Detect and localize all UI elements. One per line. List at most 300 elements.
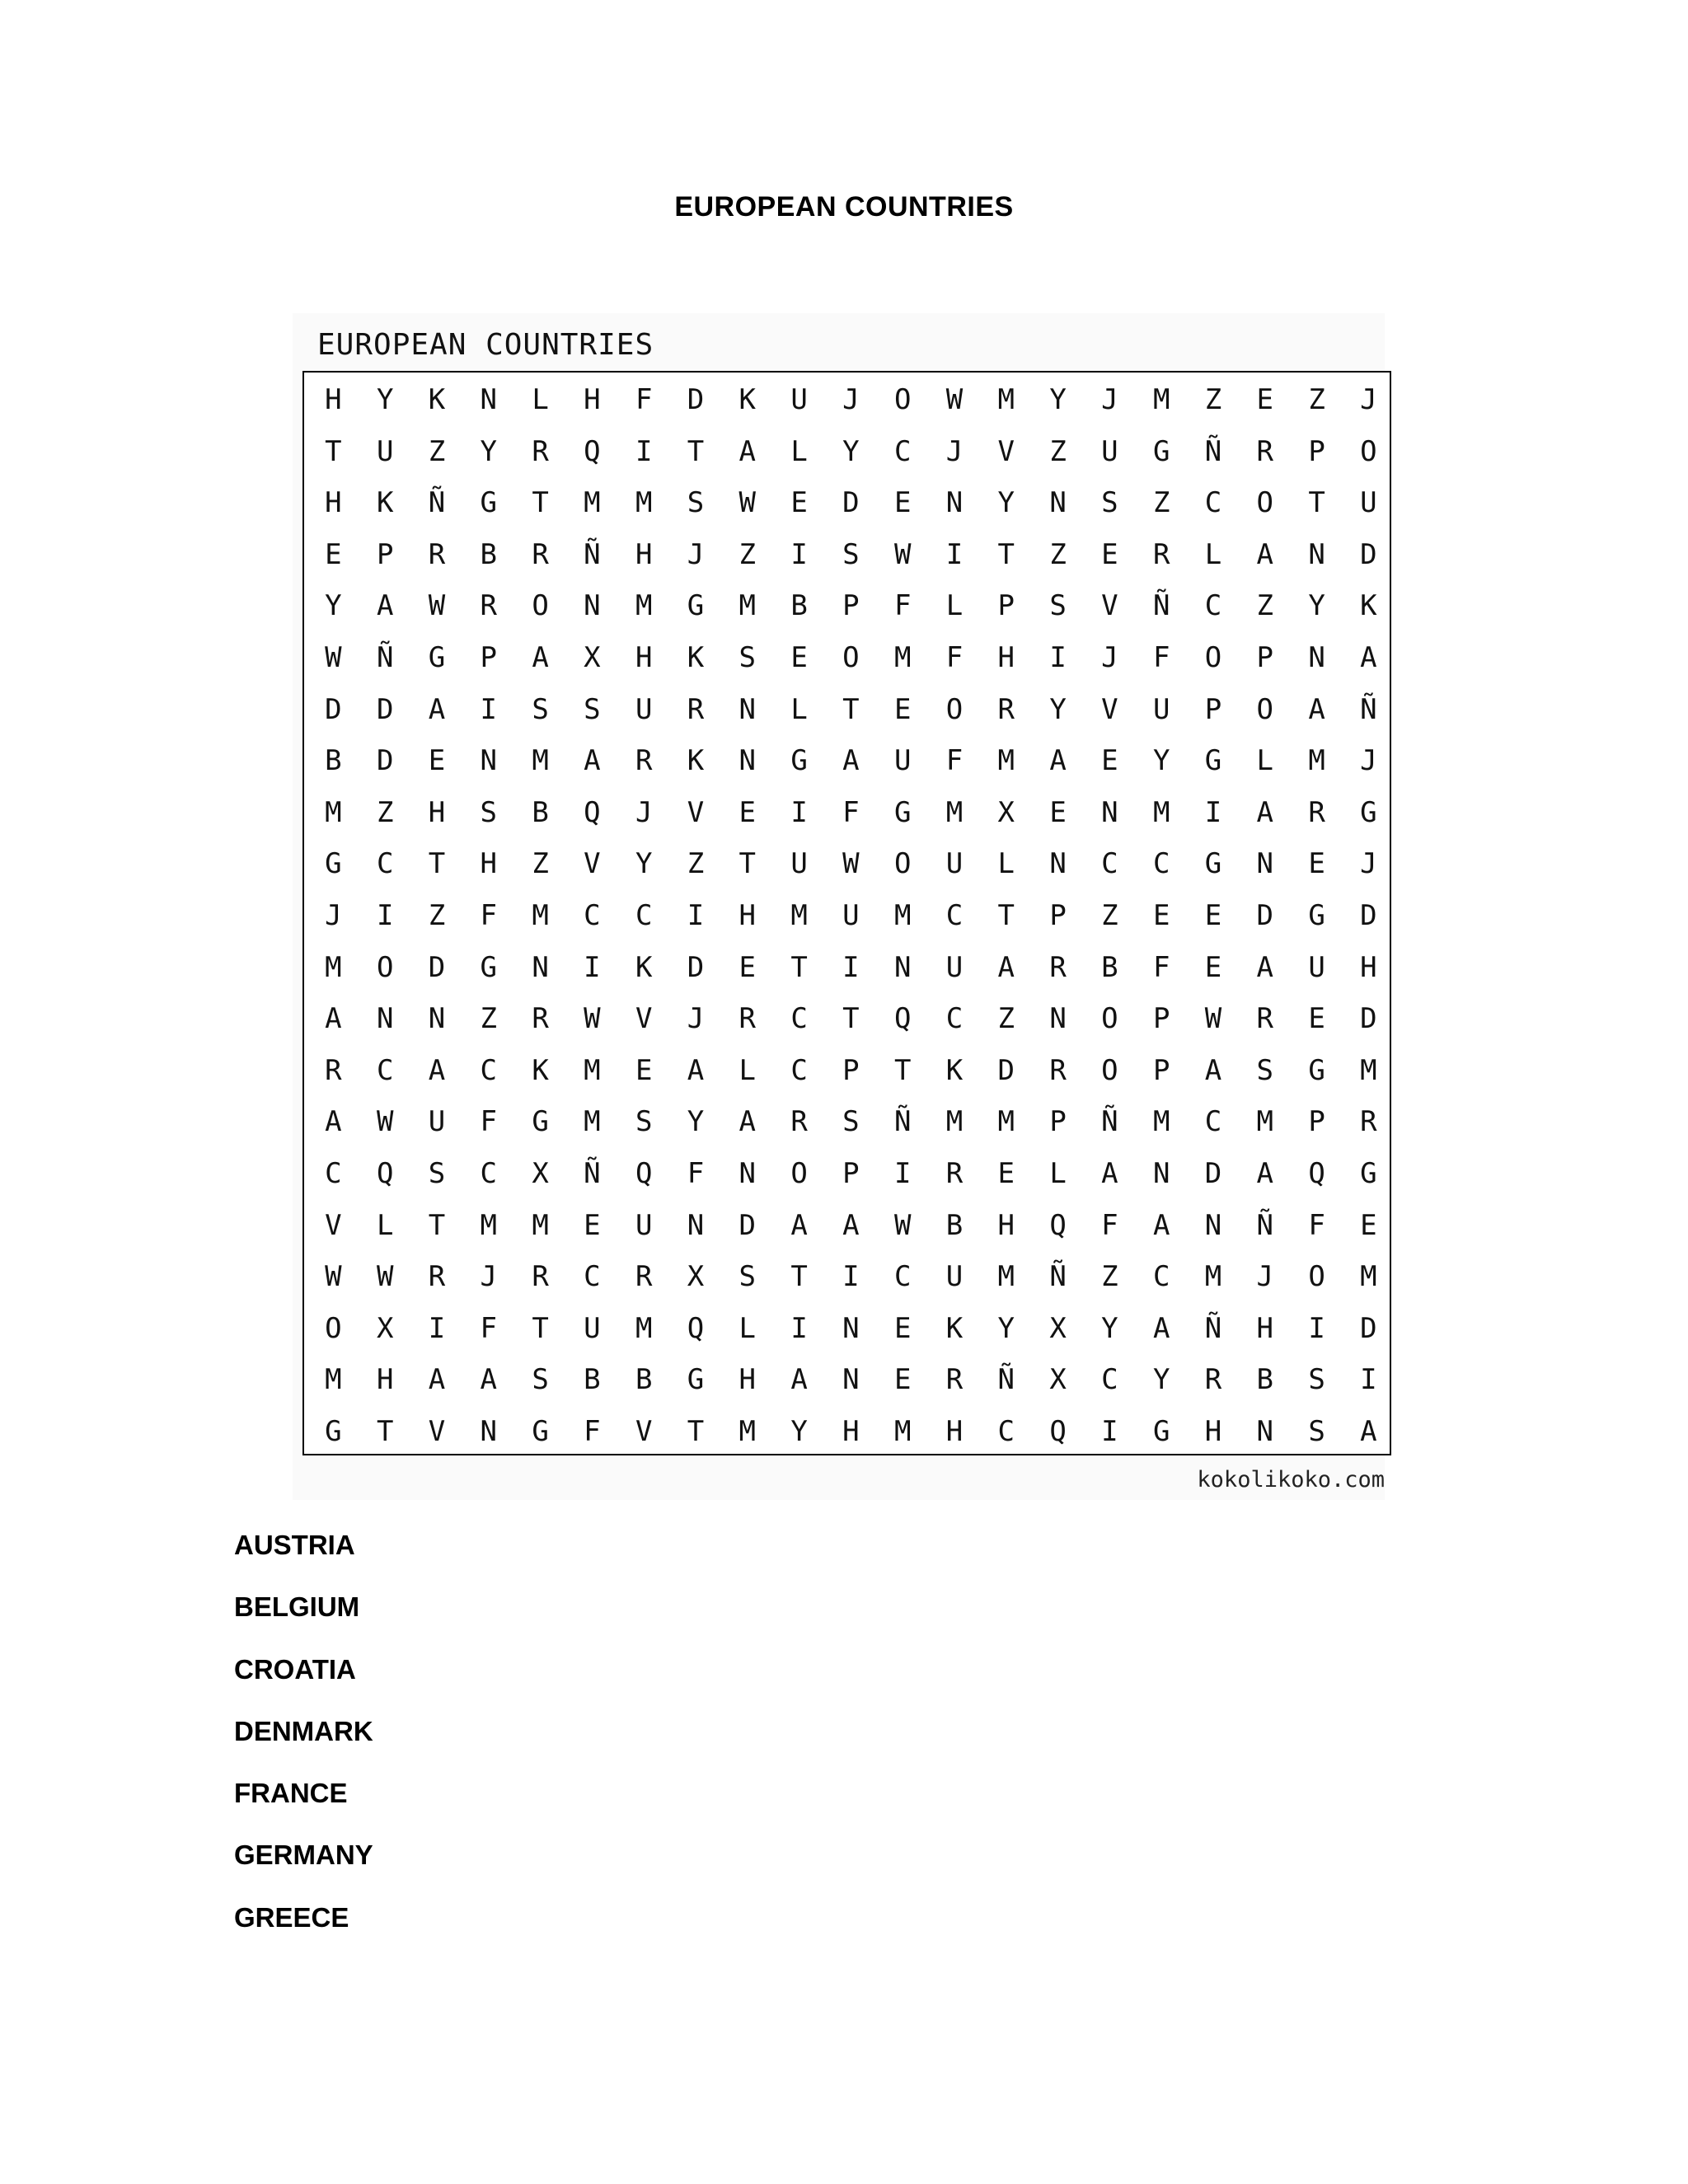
word-list [234,1529,373,1963]
grid-cell: B [635,1363,653,1397]
grid-cell: M [997,1105,1015,1139]
grid-row [304,1200,1390,1252]
grid-cell: A [428,1363,446,1397]
grid-cell: S [1308,1363,1325,1397]
grid-cell: N [1101,795,1118,829]
grid-cell: T [842,692,860,726]
grid-cell: W [893,1208,912,1242]
grid-cell: T [687,1415,705,1448]
grid-cell: N [1049,1002,1067,1036]
word-search-puzzle [293,313,1385,1500]
grid-cell: T [428,847,446,881]
grid-cell: P [1049,1105,1067,1139]
grid-cell: H [1360,950,1377,984]
grid-cell: T [376,1415,394,1448]
grid-cell: E [1152,899,1170,932]
grid-cell: F [1101,1208,1118,1242]
grid-cell: M [738,1415,757,1448]
grid-cell: L [790,692,808,726]
grid-cell: H [480,847,498,881]
grid-cell: O [1360,434,1377,468]
grid-cell: V [635,1415,653,1448]
grid-row [304,580,1390,632]
grid-cell: V [687,795,705,829]
grid-cell: U [945,950,964,984]
grid-cell: R [532,1260,549,1294]
grid-cell: R [635,744,653,778]
grid-cell: W [376,1105,394,1139]
grid-cell: I [480,692,498,726]
grid-cell: M [635,589,653,623]
grid-cell: C [1152,1260,1170,1294]
grid-cell: T [428,1208,446,1242]
grid-cell: C [997,1415,1015,1448]
grid-row [304,1096,1390,1148]
grid-cell: I [687,899,705,932]
grid-cell: P [376,537,394,571]
grid-cell: D [376,744,394,778]
grid-cell: M [738,589,757,623]
grid-cell: J [945,434,964,468]
grid-cell: I [635,434,653,468]
grid-cell: H [325,383,342,416]
grid-cell: Y [997,1311,1015,1345]
grid-cell: O [1256,692,1274,726]
grid-cell: U [945,1260,964,1294]
grid-cell: Q [1049,1208,1067,1242]
grid-cell: M [325,950,342,984]
grid-cell: U [584,1311,601,1345]
grid-cell: A [325,1105,342,1139]
grid-cell: Z [428,899,446,932]
grid-cell: R [1049,1053,1067,1087]
grid-cell: C [376,847,394,881]
grid-cell: A [687,1053,705,1087]
grid-cell: Y [376,383,394,416]
grid-cell: R [635,1260,653,1294]
grid-cell: J [1101,641,1118,674]
grid-cell: O [790,1157,808,1190]
grid-cell: Q [635,1157,653,1190]
grid-cell: J [687,1002,705,1036]
grid-cell: Y [480,434,498,468]
grid-cell: M [997,1260,1015,1294]
grid-cell: L [790,434,808,468]
grid-cell: A [790,1363,808,1397]
grid-cell: O [1101,1002,1118,1036]
grid-cell: N [480,383,498,416]
grid-cell: C [790,1053,808,1087]
grid-cell: F [1152,950,1170,984]
grid-cell: O [1204,641,1222,674]
grid-cell: S [584,692,601,726]
grid-cell: Y [1049,692,1067,726]
grid-cell: Z [1049,537,1067,571]
grid-cell: E [1049,795,1067,829]
grid-cell: R [532,434,549,468]
grid-cell: H [1256,1311,1274,1345]
grid-cell: M [532,1208,549,1242]
grid-cell: X [687,1260,705,1294]
grid-cell: R [945,1157,964,1190]
grid-cell: F [480,1311,498,1345]
grid-cell: P [997,589,1015,623]
grid-cell: M [635,486,653,520]
grid-cell: Ñ [376,641,394,674]
puzzle-heading: EUROPEAN COUNTRIES [317,328,654,362]
grid-cell: P [1256,641,1274,674]
grid-cell: G [1308,1053,1325,1087]
grid-row [304,838,1390,890]
grid-cell: G [1360,795,1377,829]
grid-cell: D [428,950,446,984]
grid-cell: L [376,1208,394,1242]
grid-cell: G [325,1415,342,1448]
grid-cell: Y [1152,744,1170,778]
grid-cell: Y [325,589,342,623]
grid-cell: B [532,795,549,829]
grid-cell: T [893,1053,912,1087]
grid-cell: A [532,641,549,674]
grid-cell: O [532,589,549,623]
grid-row [304,1251,1390,1303]
grid-cell: Z [480,1002,498,1036]
grid-cell: E [325,537,342,571]
grid-cell: T [790,950,808,984]
word-list-item: AUSTRIA [234,1530,355,1560]
grid-cell: N [532,950,549,984]
grid-cell: A [842,1208,860,1242]
grid-cell: D [1360,537,1377,571]
site-credit: kokolikoko.com [1197,1467,1385,1493]
grid-cell: K [945,1311,964,1345]
word-list-item: DENMARK [234,1715,373,1746]
grid-cell: O [1101,1053,1118,1087]
grid-cell: N [842,1311,860,1345]
grid-cell: T [687,434,705,468]
grid-cell: N [1308,537,1325,571]
grid-cell: Y [1152,1363,1170,1397]
grid-cell: N [687,1208,705,1242]
grid-cell: R [532,1002,549,1036]
grid-cell: I [790,795,808,829]
grid-cell: H [945,1415,964,1448]
grid-cell: Y [1308,589,1325,623]
grid-cell: G [325,847,342,881]
grid-cell: C [480,1157,498,1190]
grid-cell: Z [1256,589,1274,623]
grid-cell: Q [1308,1157,1325,1190]
grid-cell: O [1256,486,1274,520]
grid-cell: M [532,744,549,778]
grid-cell: M [1152,1105,1170,1139]
grid-cell: P [842,589,860,623]
grid-cell: O [893,847,912,881]
grid-cell: I [1308,1311,1325,1345]
grid-cell: S [842,537,860,571]
grid-cell: N [1256,1415,1274,1448]
grid-cell: Y [1049,383,1067,416]
grid-cell: O [1308,1260,1325,1294]
grid-row [304,993,1390,1045]
grid-cell: X [532,1157,549,1190]
grid-cell: I [1049,641,1067,674]
grid-cell: N [1256,847,1274,881]
grid-cell: S [738,1260,757,1294]
grid-cell: A [1360,641,1377,674]
grid-cell: H [428,795,446,829]
grid-cell: D [1360,1311,1377,1345]
grid-cell: S [635,1105,653,1139]
grid-cell: T [738,847,757,881]
grid-cell: U [635,1208,653,1242]
grid-cell: T [997,899,1015,932]
grid-cell: E [1308,847,1325,881]
grid-cell: C [325,1157,342,1190]
grid-cell: C [945,899,964,932]
grid-cell: W [1204,1002,1222,1036]
grid-cell: H [325,486,342,520]
grid-cell: N [738,1157,757,1190]
grid-cell: E [1101,537,1118,571]
grid-cell: H [997,641,1015,674]
grid-cell: M [584,1053,601,1087]
grid-cell: S [687,486,705,520]
grid-cell: I [376,899,394,932]
grid-cell: T [790,1260,808,1294]
grid-row [304,735,1390,787]
grid-cell: N [738,744,757,778]
grid-cell: Z [1049,434,1067,468]
grid-cell: C [893,1260,912,1294]
grid-cell: H [997,1208,1015,1242]
grid-cell: N [1308,641,1325,674]
grid-cell: E [893,1311,912,1345]
grid-cell: N [1204,1208,1222,1242]
grid-cell: Q [687,1311,705,1345]
grid-cell: K [635,950,653,984]
word-list-item: CROATIA [234,1653,356,1685]
grid-cell: Y [687,1105,705,1139]
grid-cell: U [1152,692,1170,726]
grid-cell: H [738,1363,757,1397]
grid-cell: F [480,1105,498,1139]
grid-cell: N [945,486,964,520]
grid-cell: M [945,795,964,829]
grid-cell: A [738,1105,757,1139]
grid-cell: U [842,899,860,932]
grid-cell: H [376,1363,394,1397]
grid-cell: K [1360,589,1377,623]
grid-cell: C [635,899,653,932]
grid-cell: A [1256,1157,1274,1190]
grid-cell: A [428,1053,446,1087]
grid-cell: R [1152,537,1170,571]
grid-cell: B [480,537,498,571]
grid-cell: E [428,744,446,778]
grid-cell: A [376,589,394,623]
grid-cell: Z [1308,383,1325,416]
grid-cell: S [1049,589,1067,623]
grid-cell: C [376,1053,394,1087]
grid-cell: R [1256,434,1274,468]
grid-cell: Y [1101,1311,1118,1345]
grid-cell: R [1256,1002,1274,1036]
grid-cell: H [635,641,653,674]
grid-cell: Ñ [1101,1105,1118,1139]
grid-cell: E [584,1208,601,1242]
grid-cell: A [738,434,757,468]
grid-cell: Q [376,1157,394,1190]
grid-cell: U [790,383,808,416]
grid-cell: K [532,1053,549,1087]
grid-cell: M [584,1105,601,1139]
grid-cell: J [1256,1260,1274,1294]
grid-cell: V [1101,589,1118,623]
grid-cell: D [376,692,394,726]
grid-cell: R [532,537,549,571]
grid-cell: Ñ [1204,434,1222,468]
grid-cell: R [738,1002,757,1036]
grid-cell: S [532,1363,549,1397]
grid-cell: U [635,692,653,726]
grid-cell: F [584,1415,601,1448]
grid-cell: R [1204,1363,1222,1397]
grid-cell: I [1360,1363,1377,1397]
grid-cell: S [480,795,498,829]
grid-cell: G [532,1415,549,1448]
grid-cell: S [1308,1415,1325,1448]
grid-cell: A [1256,795,1274,829]
grid-cell: Q [1049,1415,1067,1448]
grid-cell: T [325,434,342,468]
grid-cell: M [325,795,342,829]
grid-cell: E [790,486,808,520]
grid-row [304,1148,1390,1200]
grid-cell: A [480,1363,498,1397]
grid-cell: P [842,1157,860,1190]
grid-cell: N [480,744,498,778]
grid-cell: L [1204,537,1222,571]
grid-cell: Ñ [584,537,601,571]
grid-cell: A [1101,1157,1118,1190]
grid-cell: Z [1101,899,1118,932]
grid-cell: C [1101,1363,1118,1397]
grid-cell: P [842,1053,860,1087]
grid-cell: A [1308,692,1325,726]
grid-cell: W [842,847,860,881]
grid-cell: F [945,641,964,674]
grid-row [304,632,1390,684]
grid-cell: Ñ [1152,589,1170,623]
grid-cell: N [842,1363,860,1397]
grid-cell: V [997,434,1015,468]
grid-cell: W [584,1002,601,1036]
grid-cell: Ñ [584,1157,601,1190]
grid-cell: D [1256,899,1274,932]
grid-cell: D [1204,1157,1222,1190]
grid-cell: D [1360,1002,1377,1036]
grid-cell: W [893,537,912,571]
grid-cell: C [1101,847,1118,881]
grid-cell: M [893,1415,912,1448]
grid-cell: M [893,641,912,674]
grid-cell: A [1204,1053,1222,1087]
grid-cell: M [1360,1260,1377,1294]
grid-cell: G [687,1363,705,1397]
grid-cell: Q [584,795,601,829]
word-list-item: GREECE [234,1901,349,1933]
grid-cell: B [325,744,342,778]
grid-cell: T [842,1002,860,1036]
grid-cell: Ñ [1256,1208,1274,1242]
grid-cell: Ñ [1049,1260,1067,1294]
grid-cell: E [893,486,912,520]
grid-cell: X [1049,1363,1067,1397]
grid-cell: G [1204,744,1222,778]
grid-cell: H [1204,1415,1222,1448]
grid-cell: J [480,1260,498,1294]
grid-cell: U [428,1105,446,1139]
grid-cell: N [428,1002,446,1036]
word-list-item: BELGIUM [234,1591,360,1623]
grid-cell: F [687,1157,705,1190]
grid-cell: G [893,795,912,829]
grid-cell: A [1152,1311,1170,1345]
grid-cell: D [325,692,342,726]
grid-cell: I [584,950,601,984]
grid-cell: J [1360,744,1377,778]
grid-cell: M [480,1208,498,1242]
grid-cell: Q [893,1002,912,1036]
grid-cell: A [997,950,1015,984]
grid-cell: K [376,486,394,520]
grid-cell: J [687,537,705,571]
grid-cell: M [1308,744,1325,778]
grid-cell: E [1101,744,1118,778]
grid-cell: C [1204,589,1222,623]
grid-cell: P [1308,434,1325,468]
grid-cell: G [1152,434,1170,468]
grid-cell: R [687,692,705,726]
grid-cell: L [1256,744,1274,778]
grid-cell: S [428,1157,446,1190]
grid-cell: T [532,486,549,520]
grid-cell: M [945,1105,964,1139]
grid-cell: J [635,795,653,829]
grid-cell: G [428,641,446,674]
grid-cell: N [738,692,757,726]
grid-cell: A [1049,744,1067,778]
grid-cell: M [584,486,601,520]
grid-cell: C [1204,1105,1222,1139]
grid-cell: A [790,1208,808,1242]
grid-cell: Z [997,1002,1015,1036]
grid-cell: L [945,589,964,623]
grid-cell: C [790,1002,808,1036]
grid-cell: X [376,1311,394,1345]
grid-cell: E [893,1363,912,1397]
grid-cell: O [842,641,860,674]
grid-cell: C [1152,847,1170,881]
word-list-item: GERMANY [234,1840,373,1871]
grid-cell: W [738,486,757,520]
grid-cell: G [1360,1157,1377,1190]
grid-cell: R [945,1363,964,1397]
grid-cell: F [1152,641,1170,674]
grid-cell: S [842,1105,860,1139]
grid-row [304,1406,1390,1458]
